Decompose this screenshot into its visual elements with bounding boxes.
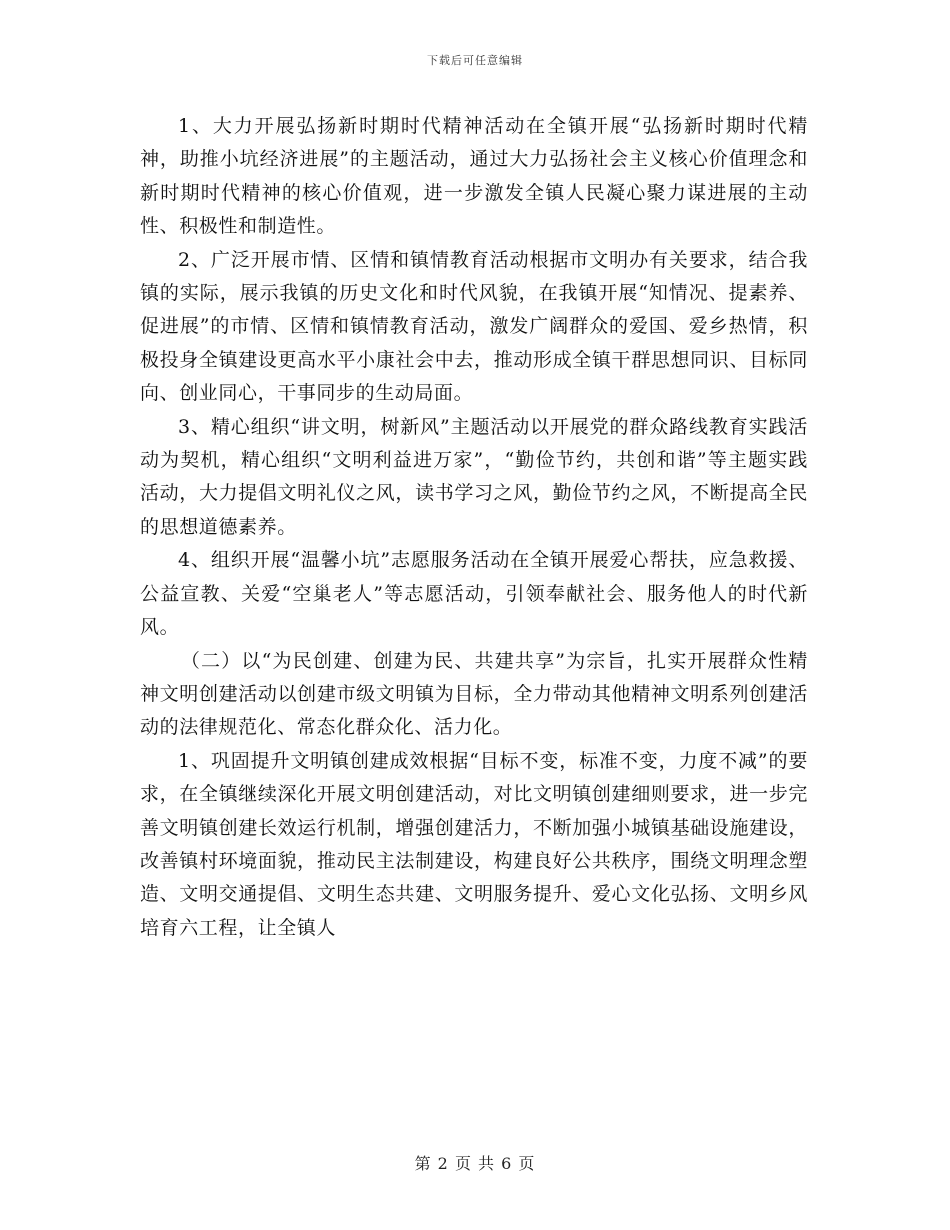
document-body xyxy=(140,110,808,945)
page-footer: 第 2 页 共 6 页 xyxy=(414,1154,536,1173)
paragraph-1: 1、大力开展弘扬新时期时代精神活动在全镇开展“弘扬新时期时代精神，助推小坑经济进展”的主题活动，通过大力弘扬社会主义核心价值理念和新时期时代精神的核心价值观，进一步激发全镇人民凝心聚力谋进展的主动性、积极性和制造性。 xyxy=(140,115,808,238)
page-header: 下载后可任意编辑 xyxy=(427,54,523,67)
paragraph-3: 3、精心组织“讲文明，树新风”主题活动以开展党的群众路线教育实践活动为契机，精心组织“文明利益进万家”，“勤俭节约，共创和谐”等主题实践活动，大力提倡文明礼仪之风，读书学习之风，勤俭节约之风，不断提高全民的思想道德素养。 xyxy=(140,415,808,538)
paragraph-5: （二）以“为民创建、创建为民、共建共享”为宗旨，扎实开展群众性精神文明创建活动以创建市级文明镇为目标，全力带动其他精神文明系列创建活动的法律规范化、常态化群众化、活力化。 xyxy=(140,649,808,739)
paragraph-4: 4、组织开展“温馨小坑”志愿服务活动在全镇开展爱心帮扶，应急救援、公益宣教、关爱“空巢老人”等志愿活动，引领奉献社会、服务他人的时代新风。 xyxy=(140,549,808,639)
paragraph-2: 2、广泛开展市情、区情和镇情教育活动根据市文明办有关要求，结合我镇的实际，展示我镇的历史文化和时代风貌，在我镇开展“知情况、提素养、促进展”的市情、区情和镇情教育活动，激发广阔群众的爱国、爱乡热情，积极投身全镇建设更高水平小康社会中去，推动形成全镇干群思想同识、目标同向、创业同心，干事同步的生动局面。 xyxy=(140,248,808,405)
paragraph-6: 1、巩固提升文明镇创建成效根据“目标不变，标准不变，力度不减”的要求，在全镇继续深化开展文明创建活动，对比文明镇创建细则要求，进一步完善文明镇创建长效运行机制，增强创建活力，不断加强小城镇基础设施建设，改善镇村环境面貌，推动民主法制建设，构建良好公共秩序，围绕文明理念塑造、文明交通提倡、文明生态共建、文明服务提升、爱心文化弘扬、文明乡风培育六工程，让全镇人 xyxy=(140,749,808,939)
